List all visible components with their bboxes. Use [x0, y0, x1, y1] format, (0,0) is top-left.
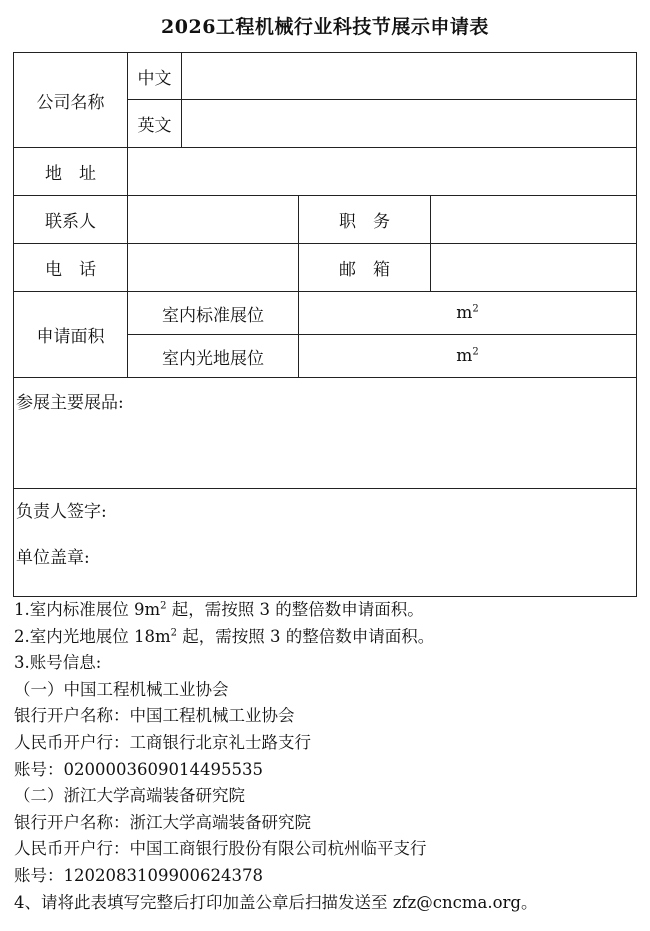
- english-name-field[interactable]: [182, 100, 637, 148]
- indoor-standard-area-field[interactable]: [299, 292, 637, 335]
- application-area-label: 申请面积: [14, 292, 128, 378]
- note-3: 3.账号信息:: [14, 653, 102, 673]
- contact-field[interactable]: [128, 196, 299, 244]
- address-label: 地 址: [14, 148, 128, 196]
- seal-label: 单位盖章:: [16, 548, 90, 568]
- main-exhibits-label: 参展主要展品:: [16, 393, 124, 413]
- phone-label: 电 话: [14, 244, 128, 292]
- note-2-text: 2.室内光地展位 18m: [14, 626, 171, 646]
- unit-exponent: 2: [472, 346, 479, 358]
- phone-field[interactable]: [128, 244, 299, 292]
- note-4: 4、请将此表填写完整后打印加盖公章后扫描发送至 zfz@cncma.org。: [14, 892, 538, 912]
- email-label: 邮 箱: [299, 244, 431, 292]
- note-2-text-end: 起，需按照 3 的整倍数申请面积。: [177, 626, 435, 646]
- account-1-heading: （一）中国工程机械工业协会: [14, 679, 229, 699]
- english-name-label: 英文: [128, 100, 182, 148]
- chinese-name-field[interactable]: [182, 53, 637, 100]
- account-1-number: 账号：0200003609014495535: [14, 759, 263, 779]
- indoor-standard-booth-label: 室内标准展位: [128, 292, 299, 335]
- unit-label: m: [456, 303, 473, 323]
- account-2-number: 账号：1202083109900624378: [14, 865, 263, 885]
- main-exhibits-field[interactable]: [14, 378, 637, 489]
- chinese-name-label: 中文: [128, 53, 182, 100]
- contact-label: 联系人: [14, 196, 128, 244]
- page-title: 2026工程机械行业科技节展示申请表: [161, 16, 489, 38]
- unit-exponent: 2: [472, 303, 479, 315]
- notes-section: [14, 597, 644, 916]
- application-form: [13, 52, 637, 597]
- account-2-heading: （二）浙江大学高端装备研究院: [14, 786, 245, 806]
- email-field[interactable]: [431, 244, 637, 292]
- note-1-superscript: 2: [160, 600, 167, 612]
- signature-label: 负责人签字:: [16, 502, 107, 522]
- company-name-label: 公司名称: [14, 53, 128, 148]
- account-2-name: 银行开户名称：浙江大学高端装备研究院: [14, 812, 311, 832]
- account-2-bank: 人民币开户行：中国工商银行股份有限公司杭州临平支行: [14, 839, 427, 859]
- position-field[interactable]: [431, 196, 637, 244]
- note-2: [14, 624, 644, 651]
- account-1-name: 银行开户名称：中国工程机械工业协会: [14, 706, 295, 726]
- signature-seal-area[interactable]: [14, 489, 637, 597]
- position-label: 职 务: [299, 196, 431, 244]
- account-1-bank: 人民币开户行：工商银行北京礼士路支行: [14, 732, 311, 752]
- note-1-text-end: 起，需按照 3 的整倍数申请面积。: [166, 600, 424, 619]
- note-1: [14, 597, 644, 624]
- address-field[interactable]: [128, 148, 637, 196]
- indoor-floor-area-field[interactable]: [299, 335, 637, 378]
- note-1-text: 1.室内标准展位 9m: [14, 600, 161, 619]
- indoor-floor-booth-label: 室内光地展位: [128, 335, 299, 378]
- note-2-superscript: 2: [170, 627, 178, 639]
- unit-label: m: [456, 346, 473, 366]
